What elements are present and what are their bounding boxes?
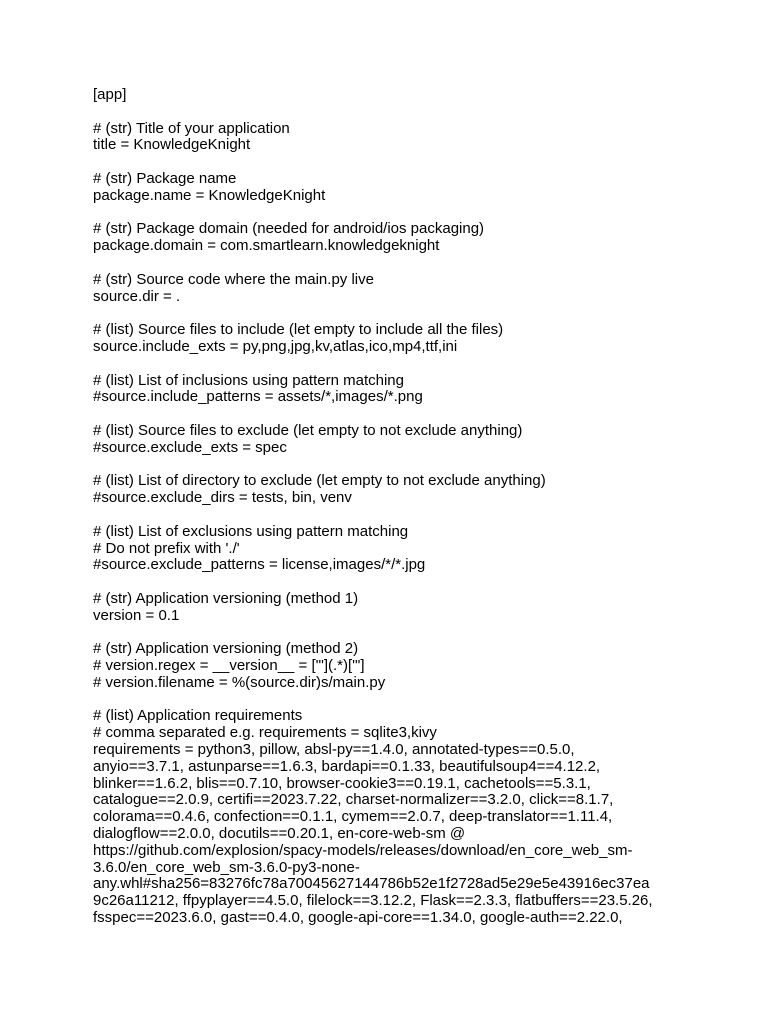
blank-line <box>93 625 693 642</box>
comment-line: # version.regex = __version__ = ['"](.*)['"] <box>93 657 365 675</box>
config-line: fsspec==2023.6.0, gast==0.4.0, google-api-core==1.34.0, google-auth==2.22.0, <box>93 909 623 927</box>
config-line: any.whl#sha256=83276fc78a70045627144786b52e1f2728ad5e29e5e43916ec37ea <box>93 875 650 893</box>
comment-line: # (list) List of inclusions using pattern matching <box>93 371 404 389</box>
comment-line: # (list) Source files to include (let empty to include all the files) <box>93 321 504 339</box>
comment-line: # (str) Package name <box>93 169 237 187</box>
comment-line: # (str) Source code where the main.py live <box>93 270 374 288</box>
comment-line: # (str) Application versioning (method 2) <box>93 640 359 658</box>
config-line: package.name = KnowledgeKnight <box>93 186 326 204</box>
config-line: source.include_exts = py,png,jpg,kv,atlas,ico,mp4,ttf,ini <box>93 337 458 355</box>
comment-line: # (list) Application requirements <box>93 707 303 725</box>
config-line: https://github.com/explosion/spacy-models/releases/download/en_core_web_sm- <box>93 841 633 859</box>
blank-line <box>93 406 693 423</box>
blank-line <box>93 255 693 272</box>
comment-line: # Do not prefix with './' <box>93 539 240 557</box>
config-text-block <box>93 87 693 927</box>
config-line: package.domain = com.smartlearn.knowledgeknight <box>93 237 440 255</box>
comment-line: # (list) List of directory to exclude (let empty to not exclude anything) <box>93 472 546 490</box>
comment-line: # (str) Title of your application <box>93 119 290 137</box>
comment-line: #source.exclude_patterns = license,images/*/*.jpg <box>93 556 426 574</box>
comment-line: # (str) Package domain (needed for android/ios packaging) <box>93 220 485 238</box>
config-line: blinker==1.6.2, blis==0.7.10, browser-cookie3==0.19.1, cachetools==5.3.1, <box>93 774 591 792</box>
config-line: anyio==3.7.1, astunparse==1.6.3, bardapi==0.1.33, beautifulsoup4==4.12.2, <box>93 757 601 775</box>
blank-line <box>93 574 693 591</box>
config-line: catalogue==2.0.9, certifi==2023.7.22, charset-normalizer==3.2.0, click==8.1.7, <box>93 791 614 809</box>
comment-line: #source.exclude_exts = spec <box>93 438 287 456</box>
comment-line: #source.include_patterns = assets/*,images/*.png <box>93 388 423 406</box>
config-line: [app] <box>93 86 127 103</box>
config-line: 3.6.0/en_core_web_sm-3.6.0-py3-none- <box>93 858 360 876</box>
config-line: version = 0.1 <box>93 606 180 624</box>
config-line: dialogflow==2.0.0, docutils==0.20.1, en-core-web-sm @ <box>93 825 466 843</box>
config-line: requirements = python3, pillow, absl-py==1.4.0, annotated-types==0.5.0, <box>93 741 575 759</box>
config-line: 9c26a11212, ffpyplayer==4.5.0, filelock==3.12.2, Flask==2.3.3, flatbuffers==23.5.26, <box>93 892 653 910</box>
config-line: source.dir = . <box>93 287 181 305</box>
blank-line <box>93 692 693 709</box>
blank-line <box>93 507 693 524</box>
comment-line: # (list) List of exclusions using pattern matching <box>93 522 409 540</box>
comment-line: # (str) Application versioning (method 1) <box>93 589 359 607</box>
blank-line <box>93 457 693 474</box>
comment-line: # version.filename = %(source.dir)s/main.py <box>93 673 386 691</box>
blank-line <box>93 356 693 373</box>
blank-line <box>93 305 693 322</box>
config-line: title = KnowledgeKnight <box>93 136 251 154</box>
comment-line: # comma separated e.g. requirements = sqlite3,kivy <box>93 724 437 742</box>
comment-line: # (list) Source files to exclude (let empty to not exclude anything) <box>93 421 523 439</box>
config-line: colorama==0.4.6, confection==0.1.1, cymem==2.0.7, deep-translator==1.11.4, <box>93 808 613 826</box>
blank-line <box>93 104 693 121</box>
blank-line <box>93 154 693 171</box>
blank-line <box>93 205 693 222</box>
comment-line: #source.exclude_dirs = tests, bin, venv <box>93 489 352 507</box>
